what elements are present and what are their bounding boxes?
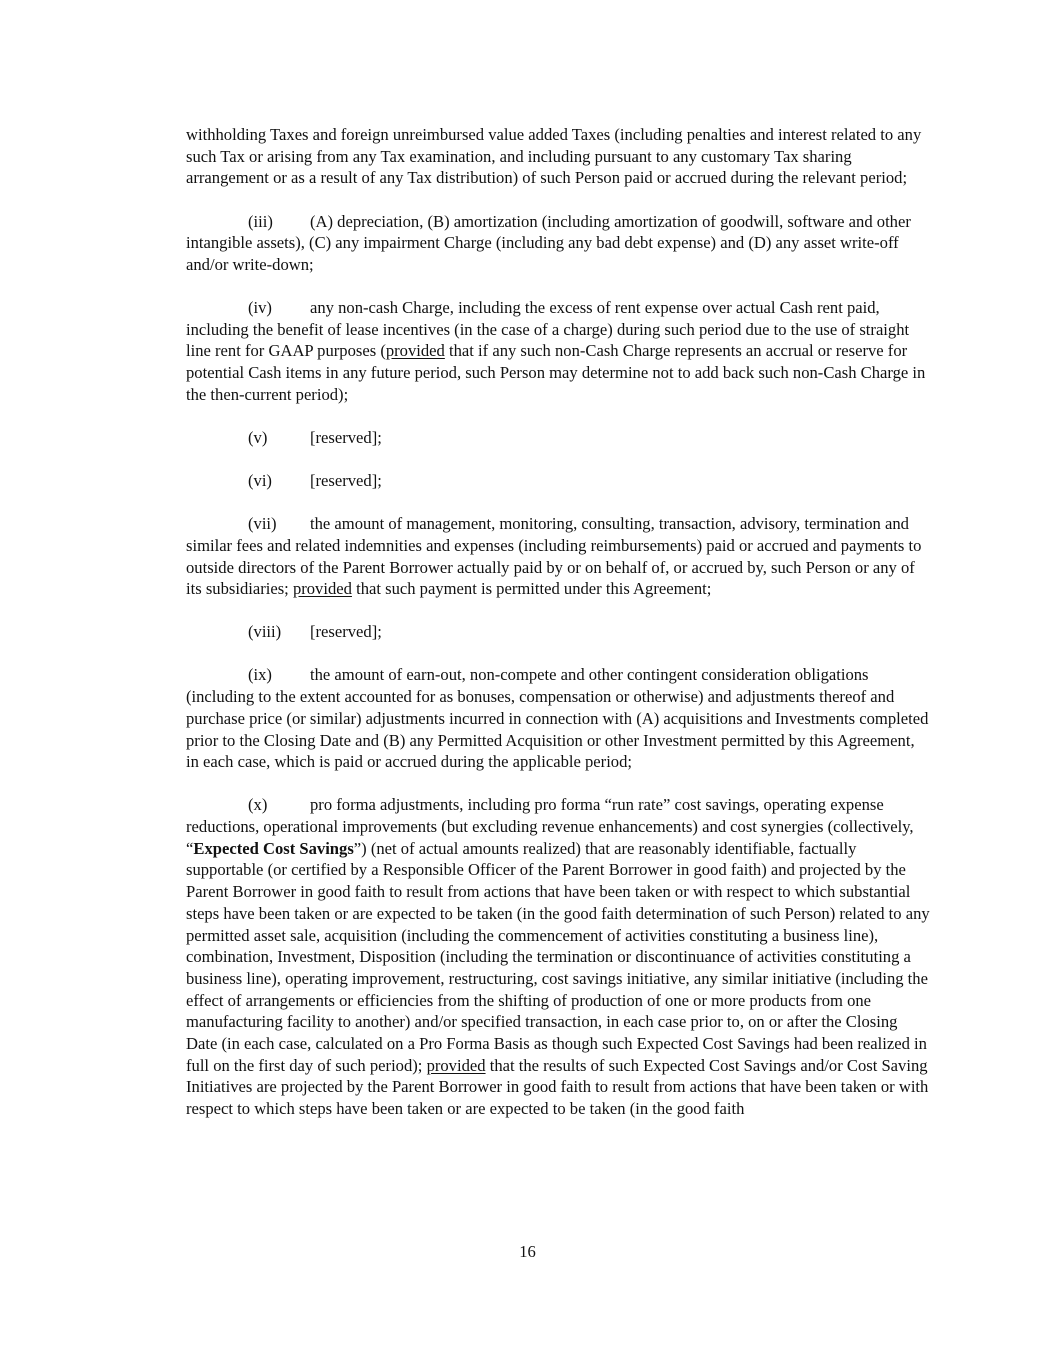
clause-text: [reserved];: [310, 622, 382, 642]
clause-x: [186, 794, 931, 1120]
clause-number: (iii): [248, 211, 273, 231]
clause-iv: [186, 297, 931, 406]
document-body: [186, 124, 931, 1141]
clause-text: that such payment is permitted under this Agreement;: [351, 579, 712, 599]
clause-number: (vi): [248, 471, 272, 490]
clause-viii: [186, 621, 931, 643]
clause-text: the amount of management, monitoring, consulting, transaction, advisory, termination and similar fees and related indemnities and expenses (including reimbursements) paid or accrued and payments to outside directors of the Parent Borrower actually paid by or on behalf of, or accrued by, such Person or any of its subsidiaries;: [186, 514, 922, 599]
clause-number: (vii): [248, 514, 277, 534]
clause-text: any non-cash Charge, including the excess of rent expense over actual Cash rent paid, including the benefit of lease incentives (in the case of a charge) during such period due to the use of straight line rent for GAAP purposes (: [186, 298, 910, 361]
page-number: 16: [519, 1242, 536, 1261]
clause-number: (viii): [248, 622, 282, 642]
clause-iii: [186, 211, 931, 276]
clause-text: [reserved];: [310, 427, 382, 447]
paragraph-text: withholding Taxes and foreign unreimbursed value added Taxes (including penalties and interest related to any such Tax or arising from any Tax examination, and including pursuant to any customary Tax sharing arrangement or as a result of any Tax distribution) of such Person paid or accrued during the relevant period;: [186, 125, 922, 188]
clause-ix: [186, 664, 931, 773]
defined-term: Expected Cost Savings: [193, 838, 354, 858]
provided-term: provided: [292, 579, 352, 599]
clause-text: pro forma adjustments, including pro forma “run rate” cost savings, operating expense reductions, operational improvements (but excluding revenue enhancements) and cost synergies (collectively, “: [186, 795, 914, 858]
clause-number: (iv): [248, 298, 272, 317]
clause-vii: [186, 513, 931, 600]
clause-text: (A) depreciation, (B) amortization (including amortization of goodwill, software and other intangible assets), (C) any impairment Charge (including any bad debt expense) and (D) any asset write-off and/or write-down;: [186, 211, 911, 274]
clause-number: (ix): [248, 665, 272, 685]
clause-v: [186, 427, 931, 449]
clause-text: the amount of earn-out, non-compete and other contingent consideration obligations (including to the extent accounted for as bonuses, compensation or otherwise) and adjustments thereof and purchase price (or similar) adjustments incurred in connection with (A) acquisitions and Investments completed prior to the Closing Date and (B) any Permitted Acquisition or other Investment permitted by this Agreement, in each case, which is paid or accrued during the applicable period;: [186, 665, 929, 772]
clause-text: ”) (net of actual amounts realized) that are reasonably identifiable, factually supportable (or certified by a Responsible Officer of the Parent Borrower in good faith) and projected by the Parent Borrower in good faith to result from actions that have been taken or with respect to which substantial steps have been taken or are expected to be taken (in the good faith determination of such Person) related to any permitted asset sale, acquisition (including the commencement of activities constituting a business line), combination, Investment, Disposition (including the termination or discontinuance of activities constituting a business line), operating improvement, restructuring, cost savings initiative, any similar initiative (including the effect of arrangements or efficiencies from the shifting of production of one or more products from one manufacturing facility to another) and/or specified transaction, in each case prior to, on or after the Closing Date (in each case, calculated on a Pro Forma Basis as though such Expected Cost Savings had been realized in full on the first day of such period);: [186, 838, 930, 1075]
clause-text: that the results of such Expected Cost Savings and/or Cost Saving Initiatives are projected by the Parent Borrower in good faith to result from actions that have been taken or with respect to which steps have been taken or are expected to be taken (in the good faith: [186, 1055, 929, 1119]
clause-number: (x): [248, 795, 268, 815]
clause-text: [reserved];: [310, 471, 382, 490]
provided-term: provided: [385, 341, 445, 361]
clause-text: that if any such non-Cash Charge represents an accrual or reserve for potential Cash items in any future period, such Person may determine not to add back such non-Cash Charge in the then-current period);: [186, 341, 926, 404]
clause-vi: [186, 470, 931, 492]
paragraph-continuation: [186, 124, 931, 189]
clause-number: (v): [248, 427, 268, 447]
provided-term: provided: [426, 1055, 486, 1075]
